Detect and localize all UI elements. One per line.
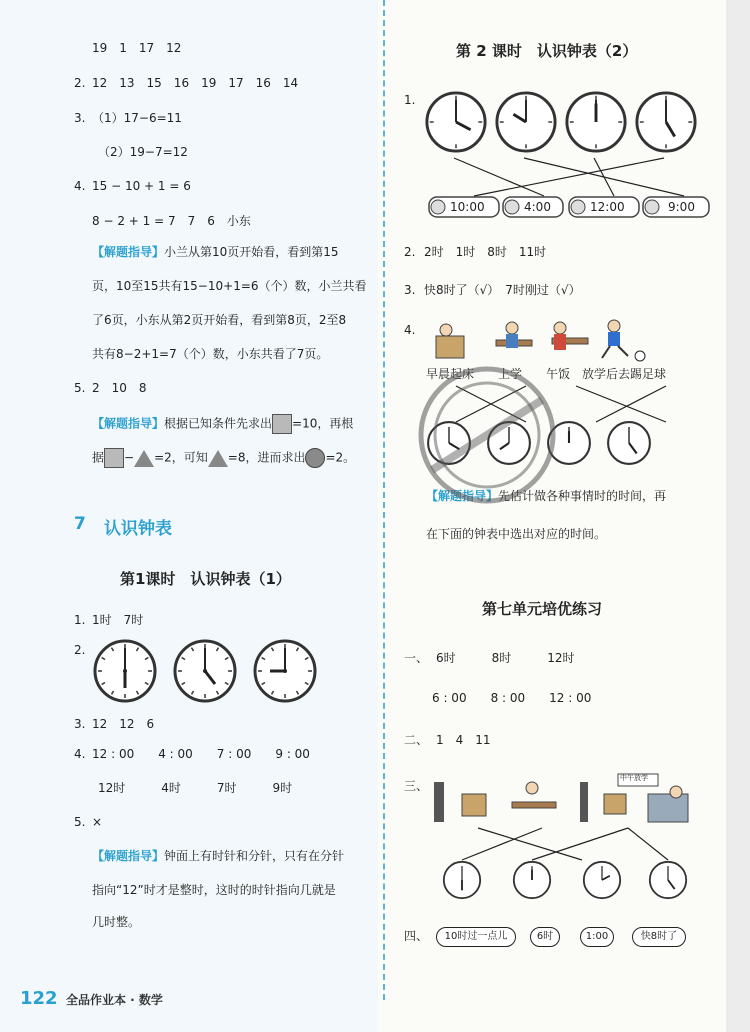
circle-shape <box>305 448 325 468</box>
answer-line: 1时 7时 <box>92 613 144 627</box>
question-number: 3. <box>74 717 86 731</box>
unit-title: 第七单元培优练习 <box>482 600 603 618</box>
matching-lines <box>422 150 712 200</box>
answer-line: 2时 1时 8时 11时 <box>424 245 547 259</box>
clock-icon <box>634 90 698 154</box>
section-number: 7 <box>74 514 86 534</box>
question-number: 4. <box>74 179 86 193</box>
hint-line: 了6页，小东从第2页开始看，看到第8页，2至8 <box>92 313 347 327</box>
answer-line: 6时 8时 12时 <box>436 651 575 665</box>
hint-line: 页，10至15共有15−10+1=6（个）数，小兰共看 <box>92 279 367 293</box>
lesson-title: 第 2 课时 认识钟表（2） <box>456 42 638 60</box>
page-edge <box>726 0 750 1032</box>
answer-line: 12 13 15 16 19 17 16 14 <box>92 76 299 90</box>
scene-pictures <box>432 772 702 832</box>
answer-line: （2）19−7=12 <box>98 145 188 159</box>
answer-line: 快8时了（√） 7时刚过（√） <box>424 283 581 297</box>
answer-line: 12 12 6 <box>92 717 155 731</box>
clock-icon <box>582 860 622 900</box>
question-number: 二、 <box>404 733 429 747</box>
question-number: 1. <box>74 613 86 627</box>
square-shape <box>104 448 124 468</box>
hint-line: 几时整。 <box>92 915 141 929</box>
answer-line: 12 : 00 4 : 00 7 : 00 9 : 00 <box>92 747 310 761</box>
question-number: 4. <box>404 323 416 337</box>
stamp-watermark-icon <box>412 360 562 510</box>
clock-icon <box>442 860 482 900</box>
answer-pill: 1:00 <box>580 927 614 947</box>
clock-icon <box>92 638 158 704</box>
alarm-clock-icon <box>642 194 714 220</box>
hint-paragraph: 【解题指导】钟面上有时针和分针，只有在分针 <box>92 849 345 863</box>
answer-line: × <box>92 815 103 829</box>
question-number: 1. <box>404 93 416 107</box>
hint-label: 【解题指导】 <box>92 416 165 431</box>
alarm-clock-icon <box>568 194 640 220</box>
square-shape <box>272 414 292 434</box>
answer-line: 6 : 00 8 : 00 12 : 00 <box>432 691 592 705</box>
question-number: 5. <box>74 815 86 829</box>
triangle-shape <box>208 450 228 467</box>
question-number: 四、 <box>404 929 429 943</box>
alarm-time: 9:00 <box>668 200 695 214</box>
question-number: 2. <box>74 643 86 657</box>
clock-icon <box>564 90 628 154</box>
clock-icon <box>494 90 558 154</box>
clock-icon <box>172 638 238 704</box>
hint-label: 【解题指导】 <box>426 489 499 503</box>
answer-pill: 快8时了 <box>632 927 686 947</box>
page-number: 122 <box>20 988 58 1009</box>
activity-pictures <box>432 318 702 364</box>
clock-icon <box>606 420 652 466</box>
clock-icon <box>512 860 552 900</box>
question-number: 三、 <box>404 779 429 793</box>
activity-labels: 早晨起床 上学 午饭 放学后去踢足球 <box>426 367 667 381</box>
hint-label: 【解题指导】 <box>92 849 165 863</box>
answer-line: 15 − 10 + 1 = 6 <box>92 179 191 193</box>
clock-icon <box>424 90 488 154</box>
answer-line: 8 − 2 + 1 = 7 7 6 小东 <box>92 214 251 228</box>
question-number: 2. <box>404 245 416 259</box>
lesson-title: 第1课时 认识钟表（1） <box>120 570 291 588</box>
hint-paragraph: 【解题指导】根据已知条件先求出 =10，再根 <box>92 414 353 434</box>
hint-paragraph: 【解题指导】小兰从第10页开始看，看到第15 <box>92 245 339 259</box>
answer-line: （1）17−6=11 <box>92 111 182 125</box>
answer-line: 12时 4时 7时 9时 <box>98 781 293 795</box>
question-number: 3. <box>74 111 86 125</box>
answer-pill: 10时过一点儿 <box>436 927 516 947</box>
alarm-time: 12:00 <box>590 200 625 214</box>
answer-line: 19 1 17 12 <box>92 41 182 55</box>
question-number: 4. <box>74 747 86 761</box>
hint-line: 指向“12”时才是整时，这时的时针指向几就是 <box>92 883 336 897</box>
hint-paragraph: 【解题指导】先估计做各种事情时的时间，再 <box>426 489 667 503</box>
clock-icon <box>648 860 688 900</box>
hint-line: 在下面的钟表中选出对应的时间。 <box>426 527 607 541</box>
triangle-shape <box>134 450 154 467</box>
section-title: 认识钟表 <box>104 519 172 539</box>
alarm-time: 10:00 <box>450 200 485 214</box>
question-number: 5. <box>74 381 86 395</box>
book-title: 全品作业本 · 数学 <box>66 993 163 1007</box>
right-column <box>392 0 750 1032</box>
answer-line: 1 4 11 <box>436 733 491 747</box>
question-number: 一、 <box>404 651 429 665</box>
hint-line: 共有8−2+1=7（个）数，小东共看了7页。 <box>92 347 329 361</box>
hint-label: 【解题指导】 <box>92 245 165 259</box>
clock-icon <box>252 638 318 704</box>
answer-pill: 6时 <box>530 927 560 947</box>
alarm-clock-icon <box>502 194 574 220</box>
column-divider <box>383 0 385 1000</box>
question-number: 3. <box>404 283 416 297</box>
hint-line: 据 − =2，可知 =8，进而求出 =2。 <box>92 448 355 468</box>
answer-line: 2 10 8 <box>92 381 147 395</box>
sign-text: 中午放学 <box>620 774 648 782</box>
alarm-clock-icon <box>428 194 500 220</box>
alarm-time: 4:00 <box>524 200 551 214</box>
question-number: 2. <box>74 76 86 90</box>
matching-lines <box>432 826 702 862</box>
